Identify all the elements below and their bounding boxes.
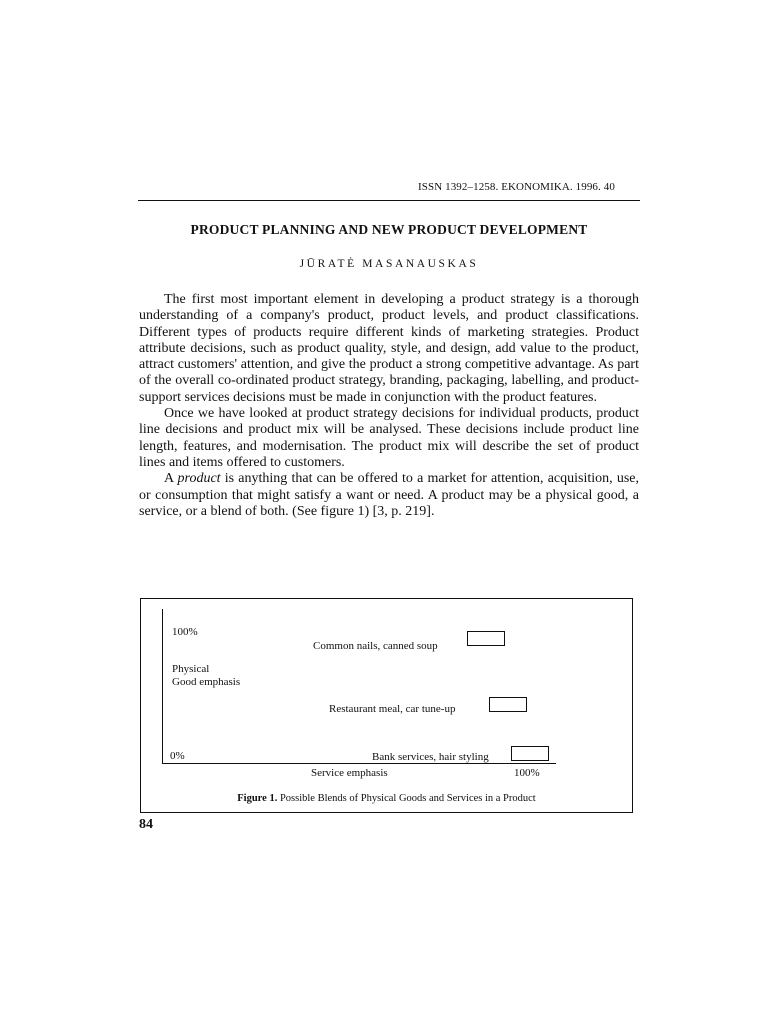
y-axis-line	[162, 609, 163, 764]
y-axis-label-line1: Physical	[172, 663, 210, 675]
paragraph-1: The first most important element in developing a product strategy is a thorough understanding of a company's product, product levels, and product classifications. Different types of products require different kinds of marketing strategies. Product attribute decisions, such as product quality, style, and design, add value to the product, attract customers' attention, and give the product a strong competitive advantage. As part of the overall co-ordinated product strategy, branding, packaging, labelling, and product-support services decisions must be made in conjunction with the product features.	[139, 292, 639, 405]
caption-text: Possible Blends of Physical Goods and Services in a Product	[279, 793, 536, 804]
x-end-label: 100%	[514, 767, 540, 779]
origin-label: 0%	[170, 750, 185, 762]
paragraph-2: Once we have looked at product strategy decisions for individual products, product line decisions and product mix will be analysed. These decisions include product line length, features, and modernisation. The product mix will describe the set of product lines and items offered to customers.	[139, 406, 639, 470]
article-author: JŪRATĖ MASANAUSKAS	[299, 258, 479, 270]
paragraph-3	[139, 471, 639, 520]
x-axis-line	[162, 763, 556, 764]
product-term: product	[177, 471, 221, 487]
item-box-services	[511, 746, 549, 761]
x-axis-label: Service emphasis	[311, 767, 388, 779]
item-label-hybrid: Restaurant meal, car tune-up	[329, 703, 456, 715]
figure-1	[140, 598, 633, 813]
caption-label: Figure 1.	[237, 793, 278, 804]
item-box-hybrid	[489, 697, 527, 712]
paragraph-3-lead: A	[164, 471, 174, 487]
y-axis-label-line2: Good emphasis	[172, 676, 241, 688]
article-title: PRODUCT PLANNING AND NEW PRODUCT DEVELOPMENT	[190, 222, 588, 237]
item-label-services: Bank services, hair styling	[372, 751, 489, 763]
y-top-label: 100%	[172, 626, 198, 638]
figure-caption	[141, 793, 632, 804]
header-rule	[138, 200, 640, 201]
item-label-goods: Common nails, canned soup	[313, 640, 438, 652]
paragraph-3-rest: is anything that can be offered to a market for attention, acquisition, use, or consumption that might satisfy a want or need. A product may be a physical good, a service, or a blend of both. (See figure 1) [3, p. 219].	[139, 471, 639, 519]
article-body	[139, 292, 639, 520]
item-box-goods	[467, 631, 505, 646]
page-number: 84	[139, 817, 153, 832]
journal-header: ISSN 1392–1258. EKONOMIKA. 1996. 40	[418, 181, 615, 193]
